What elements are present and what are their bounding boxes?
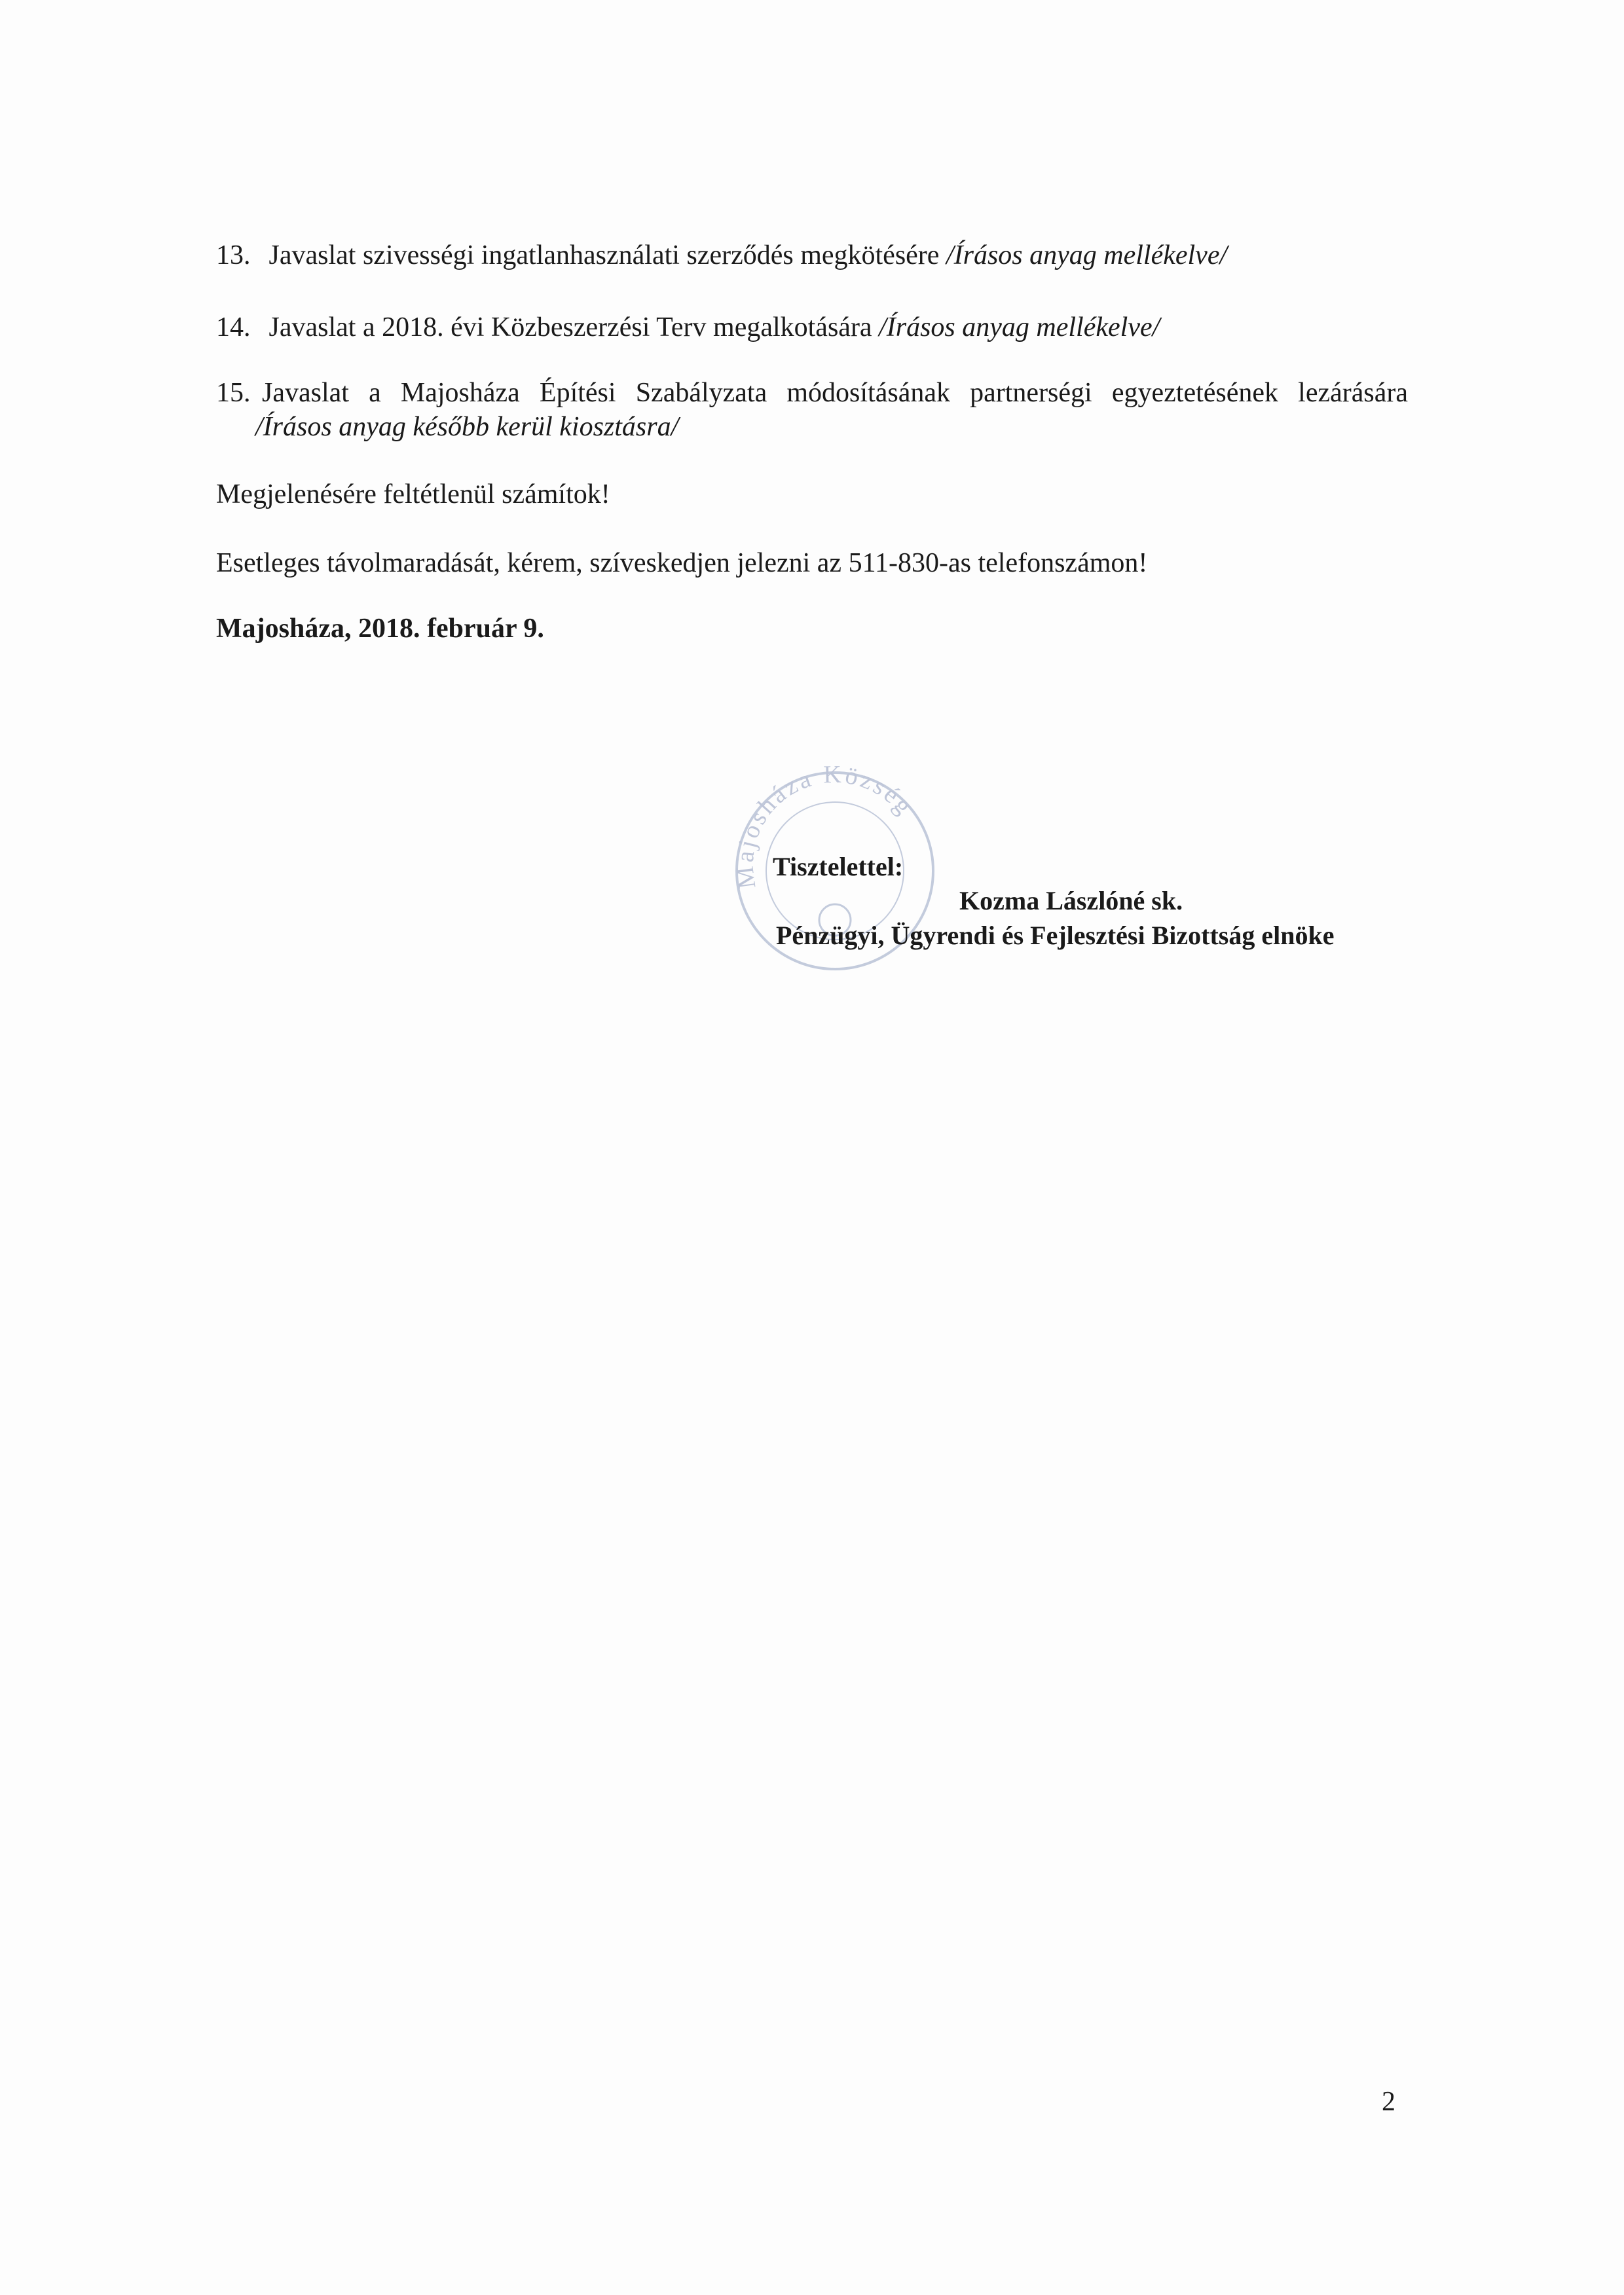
agenda-text: Javaslat a 2018. évi Közbeszerzési Terv megalkotására (268, 312, 872, 342)
page-number: 2 (1382, 2087, 1395, 2117)
agenda-note: /Írásos anyag mellékelve/ (879, 312, 1160, 342)
stamp-text: Majosháza Község (730, 763, 919, 890)
agenda-number: 14. (216, 312, 251, 342)
agenda-text: Javaslat szivességi ingatlanhasználati szerződés megkötésére (268, 240, 940, 270)
attendance-request: Megjelenésére feltétlenül számítok! (216, 479, 610, 509)
signature-name: Kozma Lászlóné sk. (959, 886, 1183, 915)
agenda-item-15-note: /Írásos anyag később kerül kiosztásra/ (255, 412, 679, 442)
agenda-number: 13. (216, 240, 251, 270)
absence-request: Esetleges távolmaradását, kérem, szíveskedjen jelezni az 511-830-as telefonszámon! (216, 548, 1148, 578)
agenda-item-15-text: Javaslat a Majosháza Építési Szabályzata módosításának partnerségi egyeztetésének lezárására (262, 378, 1408, 408)
agenda-number: 15. (216, 378, 251, 408)
signature-greeting: Tisztelettel: (773, 852, 904, 881)
agenda-item-14 (216, 311, 1160, 344)
signature-title: Pénzügyi, Ügyrendi és Fejlesztési Bizottság elnöke (776, 921, 1335, 950)
agenda-note: /Írásos anyag mellékelve/ (946, 240, 1228, 270)
agenda-item-15-number (216, 376, 262, 409)
place-date: Majosháza, 2018. február 9. (216, 614, 544, 644)
agenda-item-13 (216, 239, 1227, 272)
